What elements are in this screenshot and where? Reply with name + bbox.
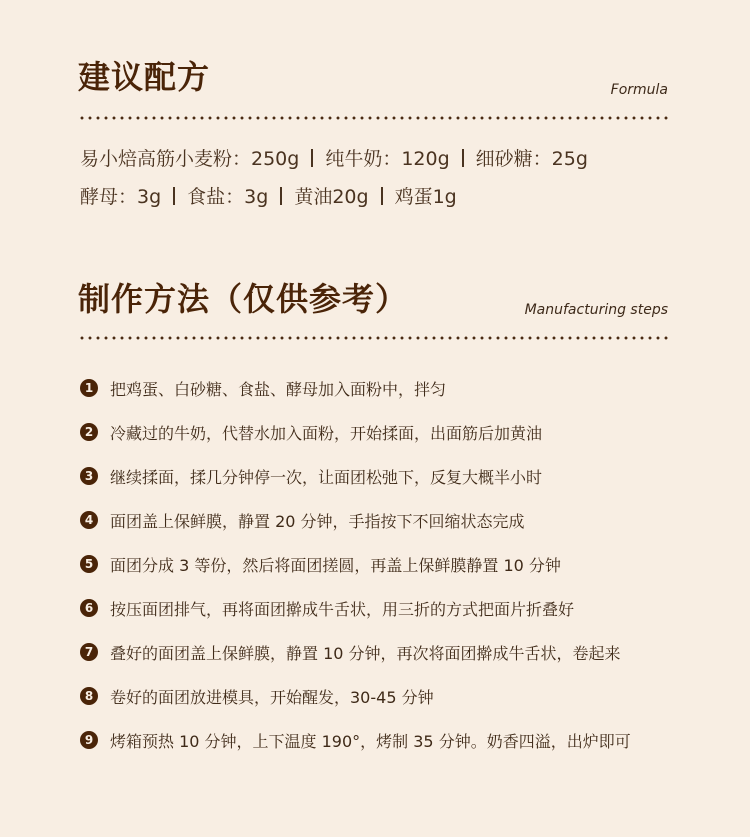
formula-header xyxy=(78,52,670,112)
step-list xyxy=(78,366,670,762)
step-number-badge: 4 xyxy=(80,511,98,529)
ingredient-list xyxy=(80,140,670,216)
ingredient-egg: 鸡蛋1g xyxy=(394,186,457,208)
method-subtitle: Manufacturing steps xyxy=(524,302,668,318)
step-item xyxy=(78,630,670,674)
step-text: 烤箱预热 10 分钟，上下温度 190°，烤制 35 分钟。奶香四溢，出炉即可 xyxy=(110,731,631,751)
ingredient-yeast: 酵母：3g xyxy=(80,186,162,208)
step-text: 冷藏过的牛奶，代替水加入面粉，开始揉面，出面筋后加黄油 xyxy=(110,423,543,443)
separator xyxy=(280,187,282,205)
step-number-badge: 7 xyxy=(80,643,98,661)
step-number-badge: 9 xyxy=(80,731,98,749)
step-number-badge: 5 xyxy=(80,555,98,573)
step-item xyxy=(78,410,670,454)
formula-section xyxy=(78,52,670,216)
step-item xyxy=(78,586,670,630)
step-item xyxy=(78,542,670,586)
step-text: 按压面团排气，再将面团擀成牛舌状，用三折的方式把面片折叠好 xyxy=(110,599,575,619)
ingredient-line xyxy=(80,140,670,178)
step-number-badge: 6 xyxy=(80,599,98,617)
ingredient-flour: 易小焙高筋小麦粉：250g xyxy=(80,148,300,170)
step-number-badge: 1 xyxy=(80,379,98,397)
dotted-divider xyxy=(78,116,670,120)
separator xyxy=(311,149,313,167)
separator xyxy=(462,149,464,167)
ingredient-butter: 黄油20g xyxy=(294,186,369,208)
ingredient-sugar: 细砂糖：25g xyxy=(475,148,588,170)
ingredient-line xyxy=(80,178,670,216)
step-item xyxy=(78,674,670,718)
step-number-badge: 2 xyxy=(80,423,98,441)
formula-subtitle: Formula xyxy=(610,82,668,98)
step-text: 继续揉面，揉几分钟停一次，让面团松弛下，反复大概半小时 xyxy=(110,467,543,487)
step-number-badge: 3 xyxy=(80,467,98,485)
ingredient-salt: 食盐：3g xyxy=(187,186,269,208)
method-header xyxy=(78,274,670,334)
formula-title: 建议配方 xyxy=(78,58,211,96)
ingredient-milk: 纯牛奶：120g xyxy=(325,148,450,170)
step-text: 面团分成 3 等份，然后将面团搓圆，再盖上保鲜膜静置 10 分钟 xyxy=(110,555,561,575)
step-item xyxy=(78,718,670,762)
step-text: 把鸡蛋、白砂糖、食盐、酵母加入面粉中，拌匀 xyxy=(110,379,447,399)
step-item xyxy=(78,454,670,498)
step-number-badge: 8 xyxy=(80,687,98,705)
separator xyxy=(173,187,175,205)
step-text: 面团盖上保鲜膜，静置 20 分钟，手指按下不回缩状态完成 xyxy=(110,511,525,531)
step-item xyxy=(78,498,670,542)
method-section xyxy=(78,274,670,762)
dotted-divider xyxy=(78,336,670,340)
separator xyxy=(381,187,383,205)
step-text: 卷好的面团放进模具，开始醒发，30-45 分钟 xyxy=(110,687,434,707)
step-item xyxy=(78,366,670,410)
method-title: 制作方法（仅供参考） xyxy=(78,280,409,318)
step-text: 叠好的面团盖上保鲜膜，静置 10 分钟，再次将面团擀成牛舌状，卷起来 xyxy=(110,643,621,663)
